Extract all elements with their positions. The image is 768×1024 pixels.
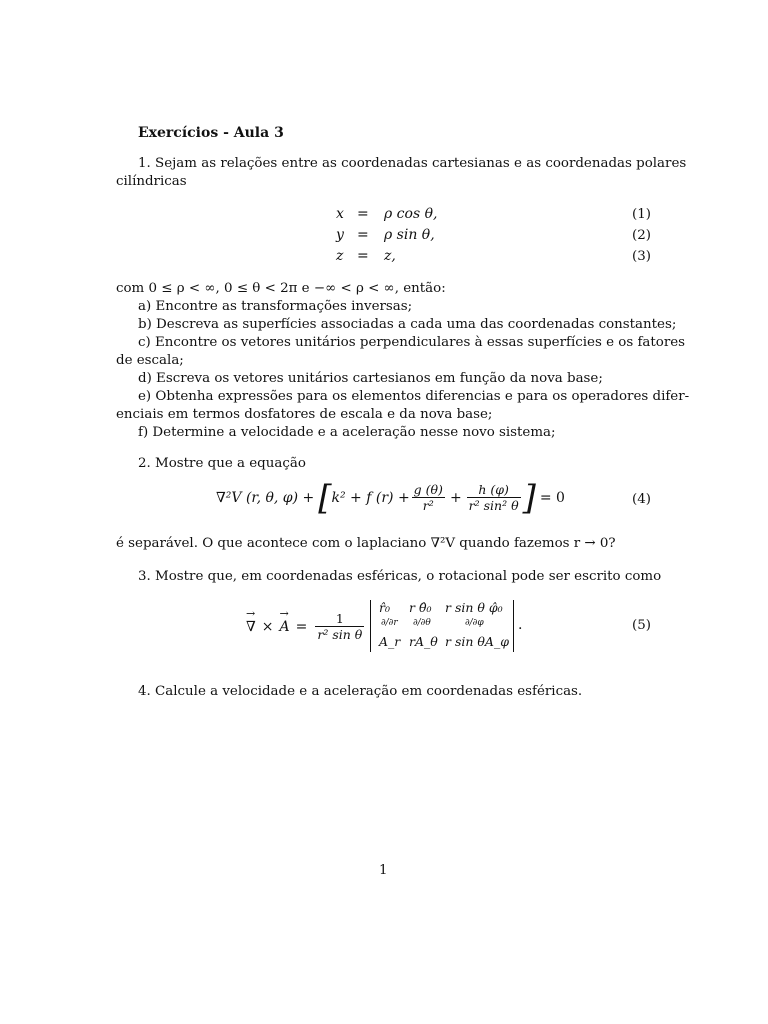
eq3-rel: = <box>357 248 369 264</box>
ex1-item-a: a) Encontre as transformações inversas; <box>138 299 413 314</box>
det-rsinaphi: r sin θA_φ <box>445 634 509 649</box>
eq5-fraction <box>315 612 364 642</box>
ex2-line1: 2. Mostre que a equação <box>138 456 306 471</box>
eq4-frac1-bottom: r² <box>412 497 445 513</box>
eq1-number: (1) <box>632 207 651 222</box>
ex1-item-d: d) Escreva os vetores unitários cartesianos em função da nova base; <box>138 371 603 386</box>
ex1-item-c: c) Encontre os vetores unitários perpendiculares à essas superfícies e os fatores <box>138 335 686 350</box>
eq4-fraction-h <box>467 483 521 513</box>
eq5-nabla: → ∇ <box>246 619 256 635</box>
det-d-dr: ∂/∂r <box>381 618 398 628</box>
eq1-rhs: ρ cos θ, <box>384 206 438 222</box>
eq1-lhs: x <box>336 206 344 222</box>
eq2-rel: = <box>357 227 369 243</box>
det-r0: r̂₀ <box>379 600 390 615</box>
ex1-item-e: e) Obtenha expressões para os elementos diferencias e para os operadores difer- <box>138 389 690 404</box>
eq4-frac2-bottom: r² sin² θ <box>468 498 519 513</box>
eq5-trailing-dot: . <box>518 617 523 633</box>
eq4-right-bracket: ] <box>522 478 536 518</box>
ex1-item-c-cont: de escala; <box>116 353 184 368</box>
page-number: 1 <box>379 863 388 878</box>
ex1-item-b: b) Descreva as superfícies associadas a cada uma das coordenadas constantes; <box>138 317 677 332</box>
det-d-dphi: ∂/∂φ <box>465 618 484 628</box>
eq5-lhs <box>246 607 366 647</box>
eq4-frac2-top: h (φ) <box>478 482 509 497</box>
eq3-number: (3) <box>632 249 651 264</box>
eq2-rhs: ρ sin θ, <box>384 227 435 243</box>
eq4-fraction-g <box>412 483 445 513</box>
det-ar: A_r <box>379 634 401 649</box>
det-d-dtheta: ∂/∂θ <box>413 618 431 628</box>
eq2-number: (2) <box>632 228 651 243</box>
det-rathet: rA_θ <box>409 634 438 649</box>
eq4-frac1-top: g (θ) <box>413 482 443 497</box>
eq2-lhs: y <box>336 227 344 243</box>
det-rsinphi0: r sin θ φ̂₀ <box>445 600 503 615</box>
eq3-rhs: z, <box>384 248 396 264</box>
eq3-lhs: z <box>336 248 344 264</box>
ex1-line1: 1. Sejam as relações entre as coordenadas cartesianas e as coordenadas polares <box>138 156 687 171</box>
det-rtheta0: r θ̂₀ <box>409 600 432 615</box>
eq5-frac-top: 1 <box>335 611 344 626</box>
eq5-number: (5) <box>632 618 651 633</box>
ex1-item-e-cont: enciais em termos dosfatores de escala e da nova base; <box>116 407 493 422</box>
ex1-item-f: f) Determine a velocidade e a aceleração nesse novo sistema; <box>138 425 556 440</box>
ex2-line2: é separável. O que acontece com o laplaciano ∇²V quando fazemos r → 0? <box>116 536 616 551</box>
eq5-equals: = <box>295 619 308 635</box>
eq4-left: ∇²V (r, θ, φ) + <box>216 490 315 506</box>
ex4-line1: 4. Calcule a velocidade e a aceleração em coordenadas esféricas. <box>138 684 583 699</box>
eq4 <box>216 477 565 519</box>
eq4-k-term: k² + f (r) + <box>331 490 410 506</box>
eq4-left-bracket: [ <box>318 478 332 518</box>
eq5-times: × <box>261 619 274 635</box>
eq5-frac-bottom: r² sin θ <box>317 627 363 642</box>
page-title: Exercícios - Aula 3 <box>138 125 284 141</box>
eq1-rel: = <box>357 206 369 222</box>
eq4-plus: + <box>449 490 462 506</box>
determinant-matrix <box>370 600 514 652</box>
eq4-number: (4) <box>632 492 651 507</box>
eq4-right: = 0 <box>539 490 565 506</box>
ex1-range: com 0 ≤ ρ < ∞, 0 ≤ θ < 2π e −∞ < ρ < ∞, então: <box>116 281 446 296</box>
ex3-line1: 3. Mostre que, em coordenadas esféricas, o rotacional pode ser escrito como <box>138 569 662 584</box>
eq5-vector-a: → A <box>280 619 290 635</box>
ex1-line2: cilíndricas <box>116 174 187 189</box>
